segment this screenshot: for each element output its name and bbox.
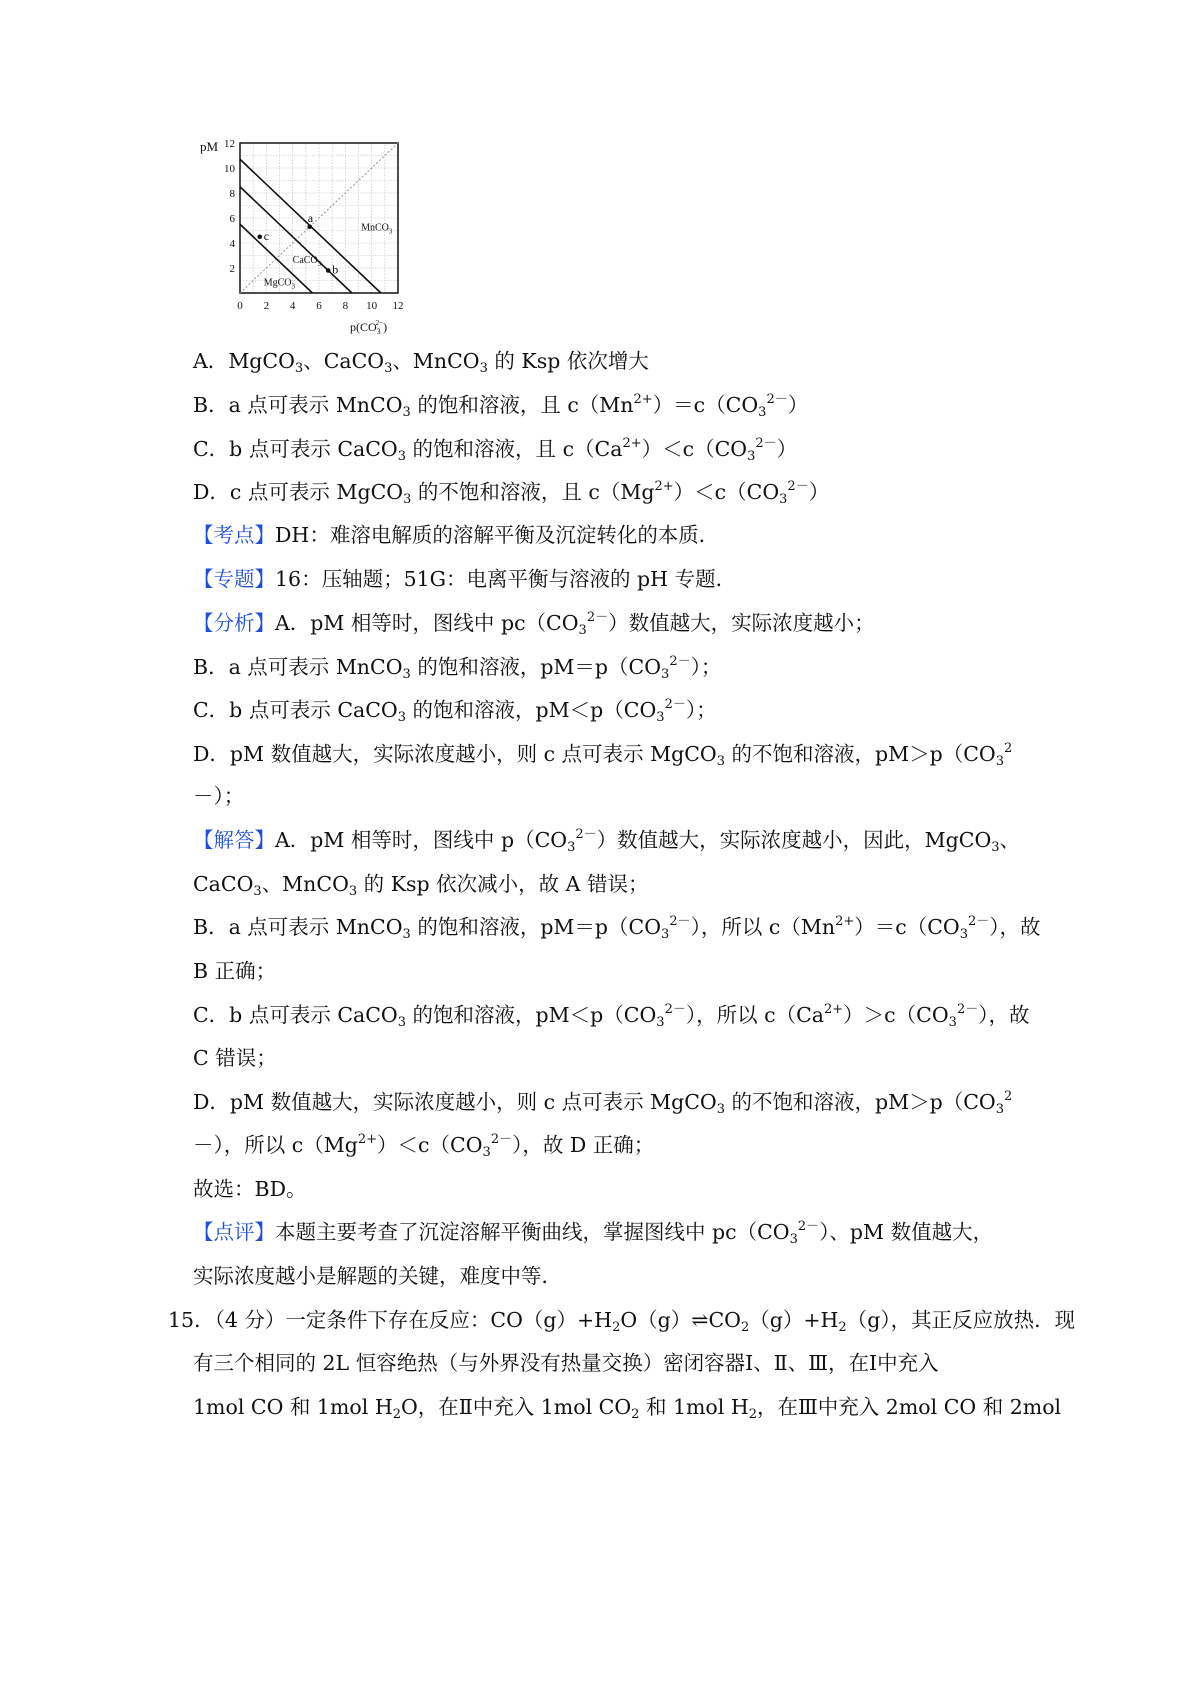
option-b: B．a 点可表示 MnCO$_3$ 的饱和溶液，且 $c(Mn^{2+})=c(CO_3^{2-})$	[193, 392, 809, 420]
dianping-line-2: 实际浓度越小是解题的关键，难度中等．	[193, 1264, 562, 1288]
jieda-line-b2: B 正确；	[193, 959, 277, 983]
fenxi-line-a: 【分析】A．pM 相等时，图线中 $pc(CO_3^{2-})$数值越大，实际浓度越小；	[193, 610, 875, 638]
x-tick-label: 12	[392, 300, 404, 312]
zhuanti-tag: 【专题】	[193, 567, 275, 591]
x-tick-label: 6	[316, 300, 322, 312]
series-label-mnco3: MnCO$_3$	[361, 222, 393, 236]
jieda-line-c2: C 错误；	[193, 1046, 277, 1070]
point-label-a: a	[307, 210, 314, 225]
y-tick-label: 6	[229, 213, 235, 225]
option-a: A．MgCO$_3$、CaCO$_3$、MnCO$_3$ 的 Ksp 依次增大	[193, 349, 649, 376]
dianping-line-1: 【点评】本题主要考查了沉淀溶解平衡曲线，掌握图线中 $pc(CO_3^{2-})$、pM 数值越大，	[193, 1219, 994, 1247]
jieda-tag: 【解答】	[193, 828, 275, 852]
y-axis-label: pM	[200, 139, 219, 154]
x-tick-label: 8	[342, 300, 349, 312]
fenxi-line-d: D．pM 数值越大，实际浓度越小，则 c 点可表示 MgCO$_3$ 的不饱和溶液，$pM>p(CO_3^2$	[193, 741, 1013, 769]
dianping-tag: 【点评】	[193, 1220, 275, 1244]
x-tick-label: 2	[263, 300, 270, 312]
point-b	[326, 268, 331, 273]
q15-line-2: 有三个相同的 2L 恒容绝热（与外界没有热量交换）密闭容器Ⅰ、Ⅱ、Ⅲ，在Ⅰ中充入	[193, 1351, 939, 1375]
jieda-answer: 故选：BD。	[193, 1177, 307, 1201]
x-tick-label: 4	[289, 300, 296, 312]
jieda-line-c1: C．b 点可表示 CaCO$_3$ 的饱和溶液，$pM<p(CO_3^{2-})$，所以 $c(Ca^{2+})>c(CO_3^{2-})$，故	[193, 1002, 1030, 1030]
ksp-chart	[200, 135, 440, 350]
point-c	[257, 234, 262, 239]
fenxi-line-b: B．a 点可表示 MnCO$_3$ 的饱和溶液，$pM=p(CO_3^{2-})$；	[193, 654, 722, 682]
y-tick-label: 12	[224, 138, 235, 150]
x-axis-label: $p(CO_32-)$	[350, 319, 388, 336]
q15-line-1: 15．（4 分）一定条件下存在反应：$CO(g)+H_2O(g)\rightleftharpoons CO_2(g)+H_2(g)$，其正反应放热．现	[168, 1308, 1076, 1335]
x-tick-label: 0	[237, 300, 243, 312]
y-tick-label: 8	[229, 188, 235, 200]
option-d: D．c 点可表示 MgCO$_3$ 的不饱和溶液，且 $c(Mg^{2+})<c(CO_3^{2-})$	[193, 479, 830, 507]
x-tick-label: 10	[366, 300, 378, 312]
point-a	[307, 224, 312, 229]
jieda-line-d1: D．pM 数值越大，实际浓度越小，则 c 点可表示 MgCO$_3$ 的不饱和溶液，$pM>p(CO_3^2$	[193, 1089, 1013, 1117]
series-label-mgco3: MgCO$_3$	[263, 277, 295, 291]
point-label-c: c	[263, 228, 270, 243]
jieda-line-b1: B．a 点可表示 MnCO$_3$ 的饱和溶液，$pM=p(CO_3^{2-})$，所以 $c(Mn^{2+})=c(CO_3^{2-})$，故	[193, 914, 1041, 942]
chart-svg	[200, 135, 440, 350]
jieda-line-a2: CaCO$_3$、MnCO$_3$ 的 Ksp 依次减小，故 A 错误；	[193, 872, 649, 899]
jieda-line-a1: 【解答】A．pM 相等时，图线中 $p(CO_3^{2-})$数值越大，实际浓度越小，因此，MgCO$_3$、	[193, 827, 1021, 855]
fenxi-line-d2: －）；	[193, 784, 245, 808]
y-tick-label: 2	[229, 263, 235, 275]
fenxi-line-c: C．b 点可表示 CaCO$_3$ 的饱和溶液，$pM<p(CO_3^{2-})$；	[193, 697, 717, 725]
point-label-b: b	[332, 262, 339, 277]
series-label-caco3: CaCO$_3$	[292, 255, 322, 268]
jieda-line-d2: －），所以 $c(Mg^{2+})<c(CO_3^{2-})$，故 D 正确；	[193, 1132, 655, 1160]
kaodian-tag: 【考点】	[193, 523, 275, 547]
y-tick-label: 4	[229, 238, 235, 250]
y-tick-label: 10	[224, 163, 235, 175]
option-c: C．b 点可表示 CaCO$_3$ 的饱和溶液，且 $c(Ca^{2+})<c(CO_3^{2-})$	[193, 436, 798, 464]
q15-line-3: 1mol CO 和 1mol $H_2O$，在Ⅱ中充入 1mol $CO_2$ 和 1mol $H_2$，在Ⅲ中充入 2mol CO 和 2mol	[193, 1395, 1062, 1422]
fenxi-tag: 【分析】	[193, 611, 275, 635]
kaodian-section: 【考点】DH：难溶电解质的溶解平衡及沉淀转化的本质．	[193, 523, 720, 547]
zhuanti-section: 【专题】16：压轴题；51G：电离平衡与溶液的 pH 专题．	[193, 567, 737, 591]
